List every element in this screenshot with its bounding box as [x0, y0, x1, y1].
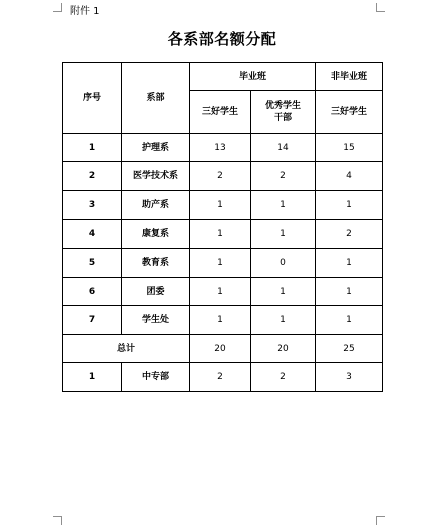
- table-row: [63, 363, 383, 392]
- row-seq: 5: [63, 249, 122, 278]
- total-nongrad-merit: 25: [316, 335, 383, 363]
- total-label: 总计: [63, 335, 190, 363]
- total-grad-cadre: 20: [251, 335, 316, 363]
- row-grad-cadre: 2: [251, 162, 316, 191]
- row-grad-cadre: 1: [251, 220, 316, 249]
- row-seq: 1: [63, 363, 122, 392]
- row-nongrad-merit: 3: [316, 363, 383, 392]
- header-seq: 序号: [63, 63, 122, 134]
- subheader-grad-cadre-line1: 优秀学生: [265, 101, 302, 111]
- header-graduating: 毕业班: [190, 63, 316, 91]
- row-nongrad-merit: 15: [316, 134, 383, 162]
- row-seq: 4: [63, 220, 122, 249]
- table-row: [63, 162, 383, 191]
- quota-table: [62, 62, 383, 392]
- row-grad-cadre: 1: [251, 306, 316, 335]
- row-grad-cadre: 0: [251, 249, 316, 278]
- row-grad-merit: 13: [190, 134, 251, 162]
- row-grad-merit: 1: [190, 220, 251, 249]
- header-dept: 系部: [122, 63, 190, 134]
- row-grad-cadre: 1: [251, 278, 316, 306]
- row-grad-merit: 2: [190, 363, 251, 392]
- header-row: [63, 63, 383, 91]
- header-non-graduating: 非毕业班: [316, 63, 383, 91]
- row-grad-merit: 1: [190, 191, 251, 220]
- row-dept: 中专部: [122, 363, 190, 392]
- page-corner-mark: [53, 3, 62, 12]
- row-grad-merit: 1: [190, 249, 251, 278]
- row-nongrad-merit: 1: [316, 191, 383, 220]
- row-grad-cadre: 2: [251, 363, 316, 392]
- subheader-grad-cadre: [251, 91, 316, 134]
- page-corner-mark: [376, 516, 385, 525]
- row-dept: 康复系: [122, 220, 190, 249]
- row-grad-merit: 1: [190, 306, 251, 335]
- row-seq: 7: [63, 306, 122, 335]
- row-seq: 1: [63, 134, 122, 162]
- row-nongrad-merit: 1: [316, 278, 383, 306]
- page-corner-mark: [376, 3, 385, 12]
- row-dept: 学生处: [122, 306, 190, 335]
- row-dept: 助产系: [122, 191, 190, 220]
- subheader-grad-cadre-line2: 干部: [274, 113, 293, 123]
- row-dept: 护理系: [122, 134, 190, 162]
- row-nongrad-merit: 2: [316, 220, 383, 249]
- table-row: [63, 191, 383, 220]
- row-grad-merit: 2: [190, 162, 251, 191]
- table-row: [63, 249, 383, 278]
- table-row: [63, 134, 383, 162]
- row-seq: 3: [63, 191, 122, 220]
- total-row: [63, 335, 383, 363]
- table-row: [63, 278, 383, 306]
- row-dept: 教育系: [122, 249, 190, 278]
- table-row: [63, 306, 383, 335]
- table-row: [63, 220, 383, 249]
- row-grad-cadre: 1: [251, 191, 316, 220]
- row-dept: 医学技术系: [122, 162, 190, 191]
- row-nongrad-merit: 1: [316, 306, 383, 335]
- subheader-grad-merit: 三好学生: [190, 91, 251, 134]
- row-seq: 2: [63, 162, 122, 191]
- total-grad-merit: 20: [190, 335, 251, 363]
- page-corner-mark: [53, 516, 62, 525]
- row-nongrad-merit: 4: [316, 162, 383, 191]
- row-grad-cadre: 14: [251, 134, 316, 162]
- row-seq: 6: [63, 278, 122, 306]
- row-grad-merit: 1: [190, 278, 251, 306]
- row-dept: 团委: [122, 278, 190, 306]
- subheader-nongrad-merit: 三好学生: [316, 91, 383, 134]
- row-nongrad-merit: 1: [316, 249, 383, 278]
- page-title: 各系部名额分配: [167, 30, 277, 48]
- attachment-label: 附件 1: [70, 6, 100, 17]
